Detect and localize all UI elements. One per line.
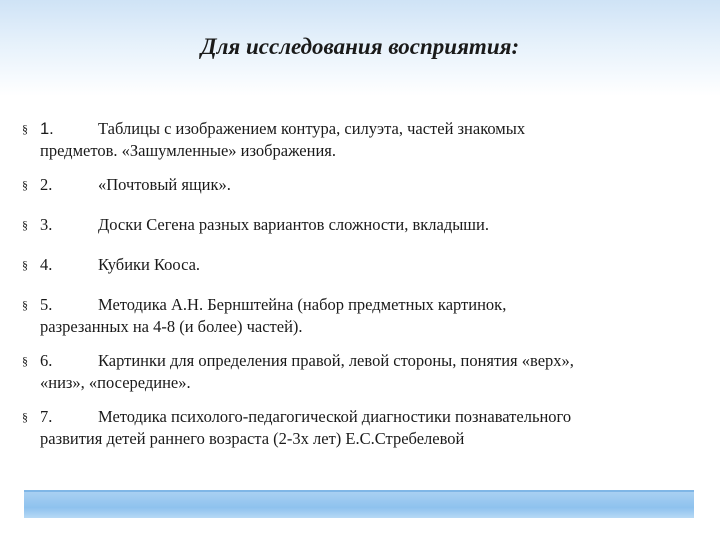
item-number: 6.: [40, 351, 53, 370]
footer-bar: [24, 492, 694, 518]
item-text: Методика психолого-педагогической диагностики познавательного: [98, 407, 572, 426]
list-item: [22, 118, 702, 162]
bullet-icon: §: [22, 178, 28, 192]
item-text-continued: предметов. «Зашумленные» изображения.: [40, 141, 337, 160]
bullet-icon: §: [22, 354, 28, 368]
item-number: 7.: [40, 407, 53, 426]
list-item: [22, 254, 702, 276]
item-text: «Почтовый ящик».: [98, 175, 231, 194]
item-number: 3.: [40, 215, 53, 234]
bullet-icon: §: [22, 218, 28, 232]
item-text: Таблицы с изображением контура, силуэта, частей знакомых: [98, 119, 526, 138]
list-item: [22, 406, 702, 450]
item-text: Кубики Кооса.: [98, 255, 201, 274]
list-item: [22, 214, 702, 236]
item-number: 1.: [40, 120, 54, 138]
bullet-icon: §: [22, 298, 28, 312]
item-text-continued: разрезанных на 4-8 (и более) частей).: [40, 317, 303, 336]
bullet-icon: §: [22, 258, 28, 272]
item-text-continued: развития детей раннего возраста (2-3х лет) Е.С.Стребелевой: [40, 429, 465, 448]
items-list: [22, 118, 702, 450]
item-text: Картинки для определения правой, левой стороны, понятия «верх»,: [98, 351, 574, 370]
item-text: Доски Сегена разных вариантов сложности, вкладыши.: [98, 215, 489, 234]
list-item: [22, 294, 702, 338]
item-text: Методика А.Н. Бернштейна (набор предметных картинок,: [98, 295, 507, 314]
item-number: 5.: [40, 295, 53, 314]
list-item: [22, 174, 702, 196]
slide-title: Для исследования восприятия:: [200, 34, 520, 59]
item-number: 4.: [40, 255, 53, 274]
item-text-continued: «низ», «посередине».: [40, 373, 191, 392]
list-item: [22, 350, 702, 394]
item-number: 2.: [40, 175, 53, 194]
bullet-icon: §: [22, 410, 28, 424]
bullet-icon: §: [22, 122, 28, 136]
